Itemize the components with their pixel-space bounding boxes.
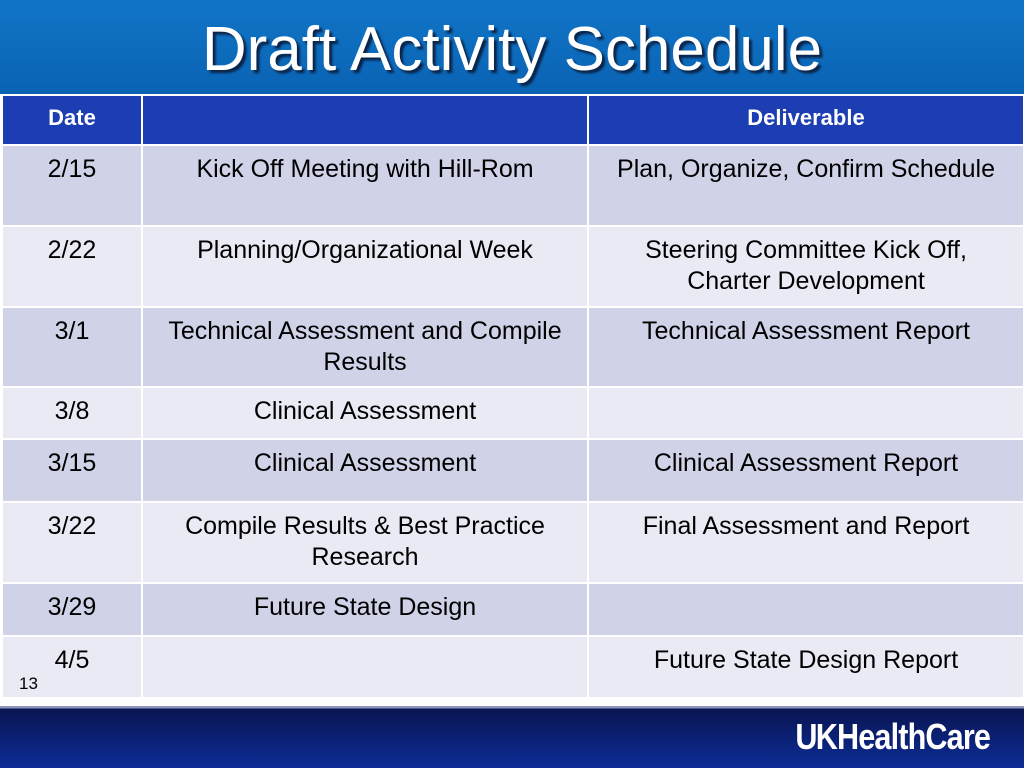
deliverable-cell: Final Assessment and Report	[588, 502, 1024, 583]
deliverable-cell: Technical Assessment Report	[588, 307, 1024, 387]
deliverable-cell: Future State Design Report	[588, 636, 1024, 698]
slide-title: Draft Activity Schedule	[201, 15, 823, 84]
uk-healthcare-logo	[795, 716, 990, 757]
header-activity	[142, 95, 588, 145]
deliverable-cell: Plan, Organize, Confirm Schedule	[588, 145, 1024, 226]
page-number: 13	[19, 674, 38, 693]
date-cell: 3/29	[2, 583, 142, 636]
activity-cell: Technical Assessment and Compile Results	[142, 307, 588, 387]
date-cell: 2/22	[2, 226, 142, 307]
table-row	[2, 226, 1024, 307]
table-row	[2, 145, 1024, 226]
activity-cell: Compile Results & Best Practice Research	[142, 502, 588, 583]
footer-band	[0, 706, 1024, 768]
deliverable-cell: Steering Committee Kick Off, Charter Development	[588, 226, 1024, 307]
date-cell: 4/5	[2, 636, 142, 698]
deliverable-cell	[588, 583, 1024, 636]
activity-cell: Clinical Assessment	[142, 387, 588, 439]
table-row	[2, 307, 1024, 387]
header-deliverable: Deliverable	[588, 95, 1024, 145]
activity-cell	[142, 636, 588, 698]
logo-wordmark: HealthCare	[836, 716, 990, 757]
deliverable-cell: Clinical Assessment Report	[588, 439, 1024, 502]
date-cell: 3/22	[2, 502, 142, 583]
deliverable-cell	[588, 387, 1024, 439]
table-row	[2, 583, 1024, 636]
table-header-row	[2, 95, 1024, 145]
table-row	[2, 387, 1024, 439]
table-row	[2, 636, 1024, 698]
date-cell: 3/15	[2, 439, 142, 502]
date-cell: 2/15	[2, 145, 142, 226]
activity-cell: Kick Off Meeting with Hill-Rom	[142, 145, 588, 226]
table-row	[2, 502, 1024, 583]
schedule-table	[1, 94, 1024, 699]
activity-cell: Clinical Assessment	[142, 439, 588, 502]
activity-cell: Future State Design	[142, 583, 588, 636]
date-cell: 3/8	[2, 387, 142, 439]
title-band	[0, 0, 1024, 94]
activity-cell: Planning/Organizational Week	[142, 226, 588, 307]
logo-uk-mark: UK	[795, 716, 837, 757]
table-row	[2, 439, 1024, 502]
header-date: Date	[2, 95, 142, 145]
date-cell: 3/1	[2, 307, 142, 387]
